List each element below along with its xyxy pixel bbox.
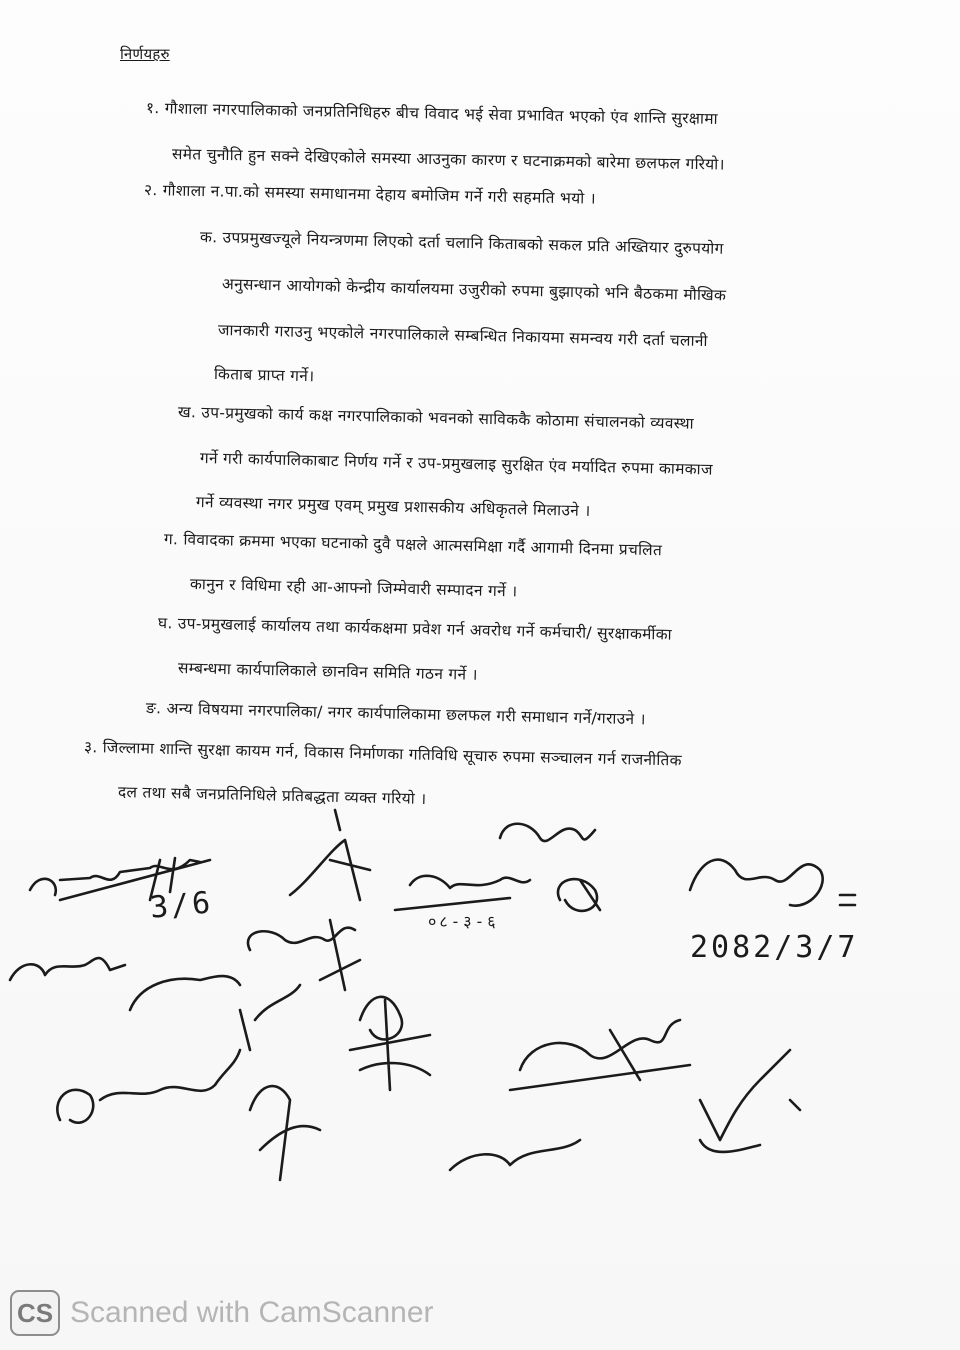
signature-11 — [510, 1020, 690, 1090]
item-1-text-line-1: गौशाला नगरपालिकाको जनप्रतिनिधिहरु बीच विवाद भई सेवा प्रभावित भएको एंव शान्ति सुरक्षामा — [164, 99, 719, 128]
subitem-gha-label: घ. — [157, 614, 173, 633]
signature-14 — [700, 1050, 800, 1152]
subitem-kha-label: ख. — [177, 403, 197, 422]
subitem-ga-label: ग. — [163, 530, 179, 549]
subitem-nga-line-1 — [146, 696, 646, 729]
item-3-line-2: दल तथा सबै जनप्रतिनिधिले प्रतिबद्धता व्यक्त गरियो । — [117, 783, 427, 808]
subitem-ga-line-2: कानुन र विधिमा रही आ-आफ्नो जिम्मेवारी सम्पादन गर्ने । — [189, 575, 518, 601]
item-2-number: २. — [143, 181, 158, 200]
subitem-ka-line-4: किताब प्राप्त गर्ने। — [213, 365, 315, 386]
signature-13 — [450, 1140, 580, 1170]
signature-5 — [558, 879, 600, 911]
subitem-kha-line-2: गर्ने गरी कार्यपालिकाबाट निर्णय गर्ने र उप-प्रमुखलाइ सुरक्षित एंव मर्यादित रुपमा कामकाज — [199, 449, 713, 479]
subitem-ka-line-1 — [200, 225, 724, 259]
subitem-ka-text-line-1: उपप्रमुखज्यूले नियन्त्रणमा लिएको दर्ता चलानि किताबको सकल प्रति अख्तियार दुरुपयोग — [222, 228, 724, 258]
signature-9 — [57, 985, 300, 1123]
item-2-line-1 — [144, 178, 596, 209]
subitem-ka-line-3: जानकारी गराउनु भएकोले नगरपालिकाले सम्बन्धित निकायमा समन्वय गरी दर्ता चलानी — [217, 321, 708, 351]
signature-3 — [290, 810, 370, 900]
camscanner-logo-icon: CS — [10, 1290, 60, 1336]
signature-6 — [690, 860, 855, 906]
subitem-gha-text-line-1: उप-प्रमुखलाई कार्यालय तथा कार्यकक्षमा प्रवेश गर्न अवरोध गर्ने कर्मचारी/ सुरक्षाकर्मीका — [177, 614, 673, 644]
subitem-ga-line-1 — [164, 527, 663, 560]
subitem-nga-text-line-1: अन्य विषयमा नगरपालिका/ नगर कार्यपालिकामा छलफल गरी समाधान गर्ने/गराउने । — [166, 699, 647, 729]
camscanner-watermark — [10, 1290, 434, 1336]
subitem-gha-line-2: सम्बन्धमा कार्यपालिकाले छानविन समिति गठन गर्ने । — [177, 659, 478, 684]
signature-4 — [395, 876, 530, 910]
subitem-ka-line-2: अनुसन्धान आयोगको केन्द्रीय कार्यालयमा उजुरीको रुपमा बुझाएको भनि बैठकमा मौखिक — [221, 275, 727, 305]
signature-1 — [500, 824, 595, 841]
signatures-scribbles — [0, 800, 960, 1220]
subitem-kha-line-3: गर्ने व्यवस्था नगर प्रमुख एवम् प्रमुख प्रशासकीय अधिकृतले मिलाउने । — [195, 493, 591, 520]
camscanner-text: Scanned with CamScanner — [70, 1296, 434, 1329]
item-1-number: १. — [145, 99, 160, 118]
signature-date-3: ०८-३-६ — [428, 912, 499, 931]
signature-10 — [350, 997, 430, 1090]
signature-8 — [248, 920, 360, 990]
item-3-line-1 — [84, 735, 682, 771]
subitem-kha-text-line-1: उप-प्रमुखको कार्य कक्ष नगरपालिकाको भवनको साविककै कोठामा संचालनको व्यवस्था — [201, 403, 695, 433]
section-heading: निर्णयहरु — [120, 45, 170, 63]
subitem-ka-label: क. — [199, 228, 218, 247]
subitem-gha-line-1 — [158, 611, 672, 645]
item-2-text-line-1: गौशाला न.पा.को समस्या समाधानमा देहाय बमोजिम गर्ने गरी सहमति भयो । — [162, 181, 597, 208]
item-1-line-2: समेत चुनौति हुन सक्ने देखिएकोले समस्या आउनुका कारण र घटनाक्रमको बारेमा छलफल गरियो। — [171, 145, 725, 174]
signature-12 — [250, 1086, 320, 1180]
signatures-block — [0, 800, 960, 1220]
item-3-number: ३. — [83, 738, 98, 757]
signature-date-2: 2082/3/7 — [690, 930, 859, 965]
subitem-kha-line-1 — [178, 400, 694, 434]
signature-7 — [10, 958, 240, 1010]
item-1-line-1 — [146, 96, 718, 129]
subitem-ga-text-line-1: विवादका क्रममा भएका घटनाको दुवै पक्षले आत्मसमिक्षा गर्दै आगामी दिनमा प्रचलित — [183, 530, 663, 560]
item-3-text-line-1: जिल्लामा शान्ति सुरक्षा कायम गर्न, विकास निर्माणका गतिविधि सूचारु रुपमा सञ्चालन गर्न राजनीतिक — [102, 738, 682, 770]
signature-date-1: 3/6 — [148, 885, 215, 926]
subitem-nga-label: ङ. — [145, 699, 162, 718]
